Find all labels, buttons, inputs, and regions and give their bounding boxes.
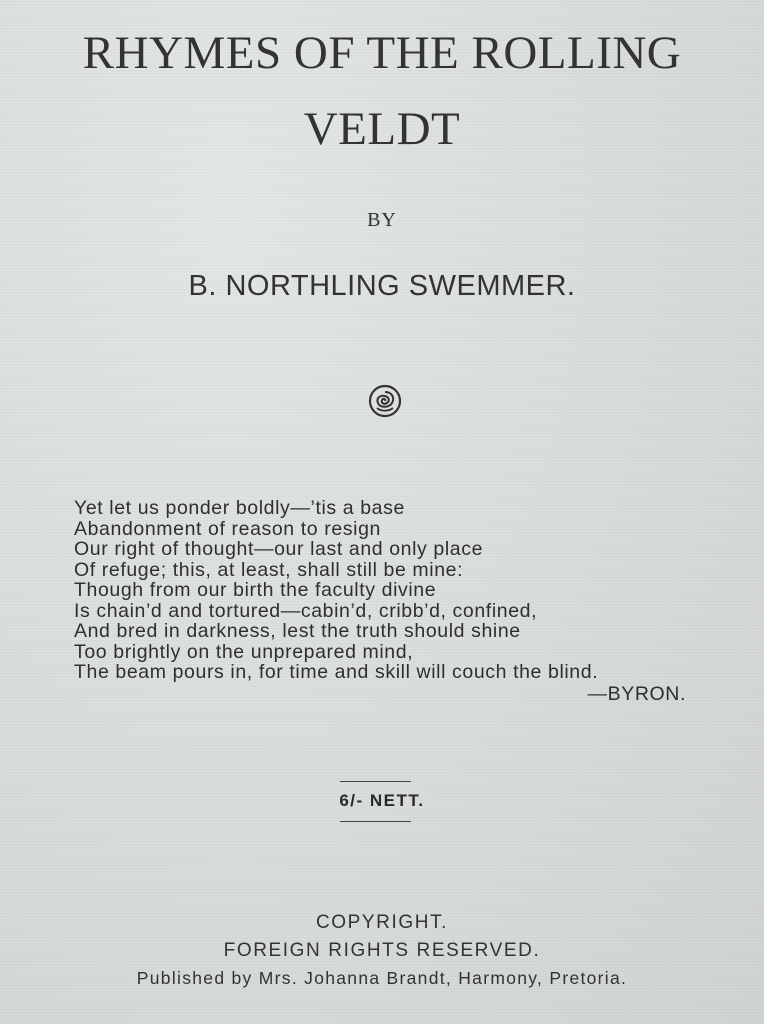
publisher-line: Published by Mrs. Johanna Brandt, Harmony, Pretoria. <box>136 968 628 988</box>
epigraph-line: Abandonment of reason to resign <box>74 517 381 540</box>
epigraph-line: Yet let us ponder boldly—’tis a base <box>74 497 405 519</box>
by-label: BY <box>367 209 397 231</box>
rights-notice: FOREIGN RIGHTS RESERVED. <box>223 940 541 961</box>
author-name: B. NORTHLING SWEMMER. <box>188 270 576 302</box>
epigraph-line: Of refuge; this, at least, shall still be mine: <box>74 558 464 581</box>
price-label: 6/- NETT. <box>339 791 425 810</box>
epigraph-line: And bred in darkness, lest the truth should shine <box>74 620 521 642</box>
epigraph-attribution: —BYRON. <box>587 683 686 705</box>
epigraph <box>74 497 714 705</box>
price-rule-top <box>340 781 411 782</box>
book-title-line-1: RHYMES OF THE ROLLING <box>82 27 682 79</box>
epigraph-line: Too brightly on the unprepared mind, <box>74 640 414 663</box>
epigraph-line: The beam pours in, for time and skill will couch the blind. <box>74 661 599 683</box>
price-rule-bottom <box>340 821 411 822</box>
copyright-notice: COPYRIGHT. <box>315 912 449 933</box>
epigraph-line: Is chain’d and tortured—cabin’d, cribb’d, confined, <box>74 599 538 622</box>
epigraph-line: Our right of thought—our last and only place <box>74 538 484 560</box>
book-title-line-2: VELDT <box>303 103 461 155</box>
epigraph-line: Though from our birth the faculty divine <box>74 579 437 601</box>
rose-ornament-icon <box>368 384 402 418</box>
